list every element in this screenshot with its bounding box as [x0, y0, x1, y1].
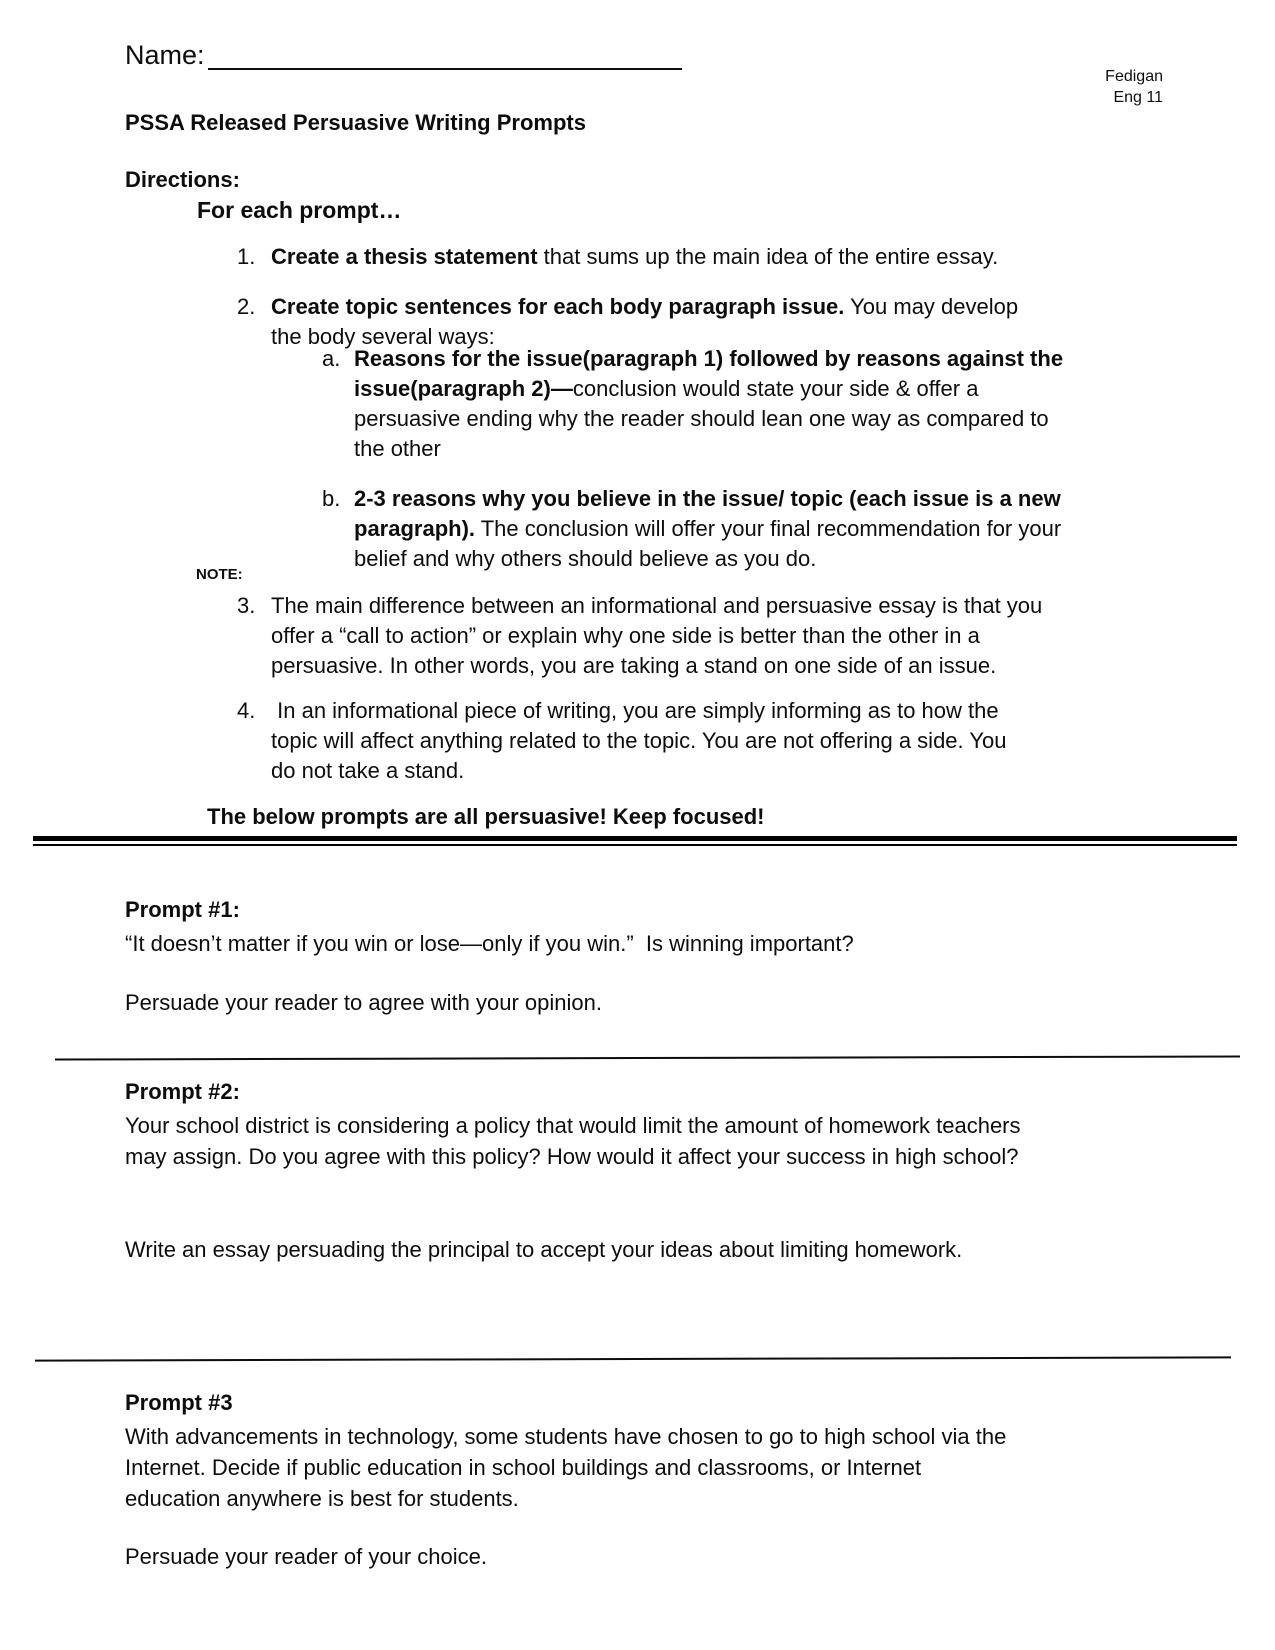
item-rest-text: In an informational piece of writing, you are simply informing as to how the topic will affect anything related to the topic. You are not offering a side. You do not take a stand. — [271, 698, 1013, 783]
double-rule-divider — [33, 836, 1237, 846]
section-divider-line — [55, 1055, 1240, 1060]
list-item-text — [271, 696, 1037, 786]
persuasive-banner: The below prompts are all persuasive! Keep focused! — [207, 804, 765, 829]
prompt-2-heading: Prompt #2: — [125, 1079, 240, 1104]
list-item-text — [271, 591, 1067, 681]
item-rest-text: conclusion would state your side & offer a persuasive ending why the reader should lean one way as compared to the other — [354, 376, 1055, 461]
list-marker: 1. — [237, 244, 256, 269]
list-marker: b. — [322, 486, 341, 511]
list-item-a — [322, 344, 1070, 464]
prompt-2-body: Your school district is considering a policy that would limit the amount of homework teachers may assign. Do you agree with this policy? How would it affect your success in high school? — [125, 1113, 1027, 1169]
section-divider-line — [35, 1356, 1231, 1361]
item-rest-text: that sums up the main idea of the entire essay. — [537, 244, 999, 269]
list-item-b — [322, 484, 1067, 574]
list-item-1 — [237, 242, 1137, 272]
prompt-3-followup: Persuade your reader of your choice. — [125, 1544, 487, 1569]
list-item-3 — [237, 591, 1067, 681]
prompt-3-body: With advancements in technology, some students have chosen to go to high school via the Internet. Decide if public education in school buildings and classrooms, or Internet education anywhere is best for students. — [125, 1424, 1013, 1511]
item-bold-text: Reasons for the issue(paragraph 1) followed by reasons against the issue(paragraph 2)— — [354, 346, 1070, 401]
page-title: PSSA Released Persuasive Writing Prompts — [125, 110, 586, 135]
list-item-text — [354, 484, 1067, 574]
list-item-text — [271, 242, 998, 272]
list-item-text — [354, 344, 1070, 464]
item-bold-text: 2-3 reasons why you believe in the issue/ topic (each issue is a new paragraph). — [354, 486, 1067, 541]
list-marker: 2. — [237, 294, 256, 319]
list-marker: 3. — [237, 593, 256, 618]
item-rest-text: The conclusion will offer your final recommendation for your belief and why others should believe as you do. — [354, 516, 1068, 571]
item-bold-text: Create topic sentences for each body paragraph issue. — [271, 294, 845, 319]
course-name: Eng 11 — [1113, 89, 1163, 106]
list-marker: 4. — [237, 698, 256, 723]
prompt-1-body: “It doesn’t matter if you win or lose—only if you win.” Is winning important? — [125, 931, 854, 956]
name-blank-line — [208, 68, 682, 70]
teacher-name: Fedigan — [1105, 68, 1163, 85]
item-rest-text: The main difference between an informational and persuasive essay is that you offer a “call to action” or explain why one side is better than the other in a persuasive. In other words, you are taking a stand on one side of an issue. — [271, 593, 1049, 678]
prompt-2-followup: Write an essay persuading the principal to accept your ideas about limiting homework. — [125, 1237, 963, 1262]
list-marker: a. — [322, 346, 341, 371]
name-label: Name: — [125, 40, 205, 70]
directions-intro: For each prompt… — [197, 197, 402, 223]
directions-label: Directions: — [125, 167, 240, 192]
teacher-block — [1105, 66, 1163, 108]
item-bold-text: Create a thesis statement — [271, 244, 538, 269]
item-rest-text: You may develop the body several ways: — [271, 294, 1025, 349]
prompt-1-heading: Prompt #1: — [125, 897, 240, 922]
prompt-3-heading: Prompt #3 — [125, 1390, 233, 1415]
list-item-2 — [237, 292, 1037, 352]
prompt-1-followup: Persuade your reader to agree with your opinion. — [125, 990, 602, 1015]
note-label: NOTE: — [196, 566, 243, 583]
list-item-4 — [237, 696, 1037, 786]
list-item-text — [271, 292, 1037, 352]
